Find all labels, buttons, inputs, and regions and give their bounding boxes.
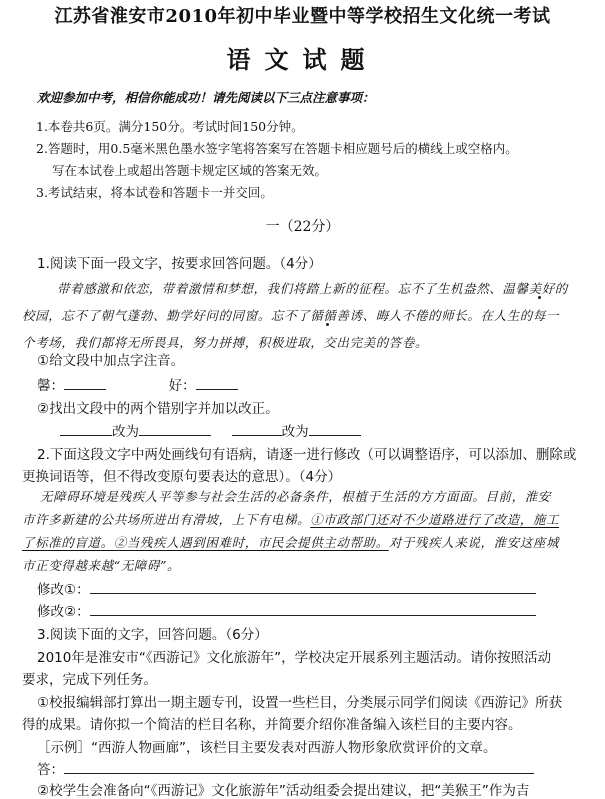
q1-sub-2: ②找出文段中的两个错别字并加以改正。 (37, 401, 279, 417)
wrong-char-blank-1[interactable] (60, 423, 112, 436)
emphasis-dot-hao (326, 323, 329, 326)
q3-line-1: 2010年是淮安市“《西游记》文化旅游年”，学校决定开展系列主题活动。请你按照活动 (37, 650, 552, 666)
q2-passage-line-2-text: 市许多新建的公共场所进出有滑坡，上下有电梯。 (22, 512, 311, 527)
subject-title: 语文试题 (226, 45, 379, 74)
q3-task-1a: ①校报编辑部打算出一期主题专刊，设置一些栏目，分类展示同学们阅读《西游记》所获 (37, 695, 563, 711)
q2-fix-1-row (37, 578, 536, 598)
notice-item-3: 3.考试结束，将本试卷和答题卡一并交回。 (36, 185, 273, 200)
pinyin-blank-1[interactable] (64, 377, 106, 390)
q2-passage-line-4: 市正变得越来越“无障碍”。 (22, 558, 181, 573)
wrong-char-blank-2[interactable] (232, 423, 282, 436)
q3-prompt: 3.阅读下面的文字，回答问题。（6分） (37, 627, 268, 643)
q3-answer-row (37, 758, 534, 778)
q1-sub-1: ①给文段中加点字注音。 (37, 353, 185, 369)
right-char-blank-2[interactable] (309, 423, 361, 436)
q2-passage-line-2 (22, 510, 559, 528)
notice-item-2-cont: 写在本试卷上或超出答题卡规定区域的答案无效。 (52, 163, 328, 178)
notice-welcome: 欢迎参加中考，相信你能成功！请先阅读以下三点注意事项： (37, 90, 375, 105)
correction-row (60, 420, 361, 440)
q2-prompt-1: 2.下面这段文字中两处画线句有语病，请逐一进行修改（可以调整语序，可以添加、删除或 (37, 447, 577, 463)
section-heading: 一（22分） (265, 219, 340, 235)
q1-passage-line-2: 校园，忘不了朝气蓬勃、勤学好问的同窗。忘不了循循善诱、晦人不倦的师长。在人生的每一 (22, 308, 560, 323)
q2-underlined-sentence-2: 了标准的盲道。②当残疾人遇到困难时，市民会提供主动帮助。 (22, 535, 389, 550)
q1-passage-line-1: 带着感激和依恋，带着激情和梦想，我们将踏上新的征程。忘不了生机盎然、温馨美好的 (57, 281, 568, 296)
q3-example: ［示例］“西游人物画廊”，该栏目主要发表对西游人物形象欣赏评价的文章。 (37, 740, 497, 756)
q3-answer-label: 答： (37, 762, 64, 778)
q1-passage-line-3: 个考场，我们都将无所畏具，努力拼搏，积极进取，交出完美的答卷。 (22, 335, 429, 350)
right-char-blank-1[interactable] (139, 423, 211, 436)
q3-task-1b: 得的成果。请你拟一个简洁的栏目名称，并简要介绍你准备编入该栏目的主要内容。 (22, 717, 522, 733)
q2-fix-2-blank[interactable] (90, 603, 536, 616)
pinyin-blank-2[interactable] (196, 377, 238, 390)
emphasis-dot-xin (538, 296, 541, 299)
q2-fix-2-row (37, 600, 536, 620)
q3-task-2: ②校学生会准备向“《西游记》文化旅游年”活动组委会提出建议，把“美猴王”作为吉 (37, 783, 530, 799)
q2-passage-line-3 (22, 533, 559, 551)
q2-prompt-2: 更换词语等，但不得改变原句要表达的意思）。（4分） (22, 469, 342, 485)
correction-word-2: 改为 (281, 424, 309, 440)
pinyin-label-hao: 好： (168, 378, 196, 394)
correction-word-1: 改为 (112, 424, 139, 440)
q2-fix-1-label: 修改①： (37, 582, 90, 598)
q1-prompt: 1.阅读下面一段文字，按要求回答问题。（4分） (37, 256, 322, 272)
exam-title: 江苏省淮安市2010年初中毕业暨中等学校招生文化统一考试 (54, 6, 551, 27)
q2-fix-1-blank[interactable] (90, 581, 536, 594)
pinyin-row (37, 374, 238, 394)
pinyin-label-xin: 馨： (37, 378, 64, 394)
q2-passage-line-3-tail: 对于残疾人来说，淮安这座城 (388, 535, 560, 550)
q2-underlined-sentence-1: ①市政部门还对不少道路进行了改造，施工 (310, 512, 560, 527)
notice-item-1: 1.本卷共6页。满分150分。考试时间150分钟。 (36, 119, 304, 134)
q3-line-2: 要求，完成下列任务。 (22, 672, 157, 688)
q3-answer-blank[interactable] (64, 761, 534, 774)
q2-fix-2-label: 修改②： (37, 604, 90, 620)
notice-item-2: 2.答题时，用0.5毫米黑色墨水签字笔将答案写在答题卡相应题号后的横线上或空格内。 (36, 141, 518, 156)
q2-passage-line-1: 无障碍环境是残疾人平等参与社会生活的必备条件，根植于生活的方方面面。目前，淮安 (40, 489, 551, 504)
